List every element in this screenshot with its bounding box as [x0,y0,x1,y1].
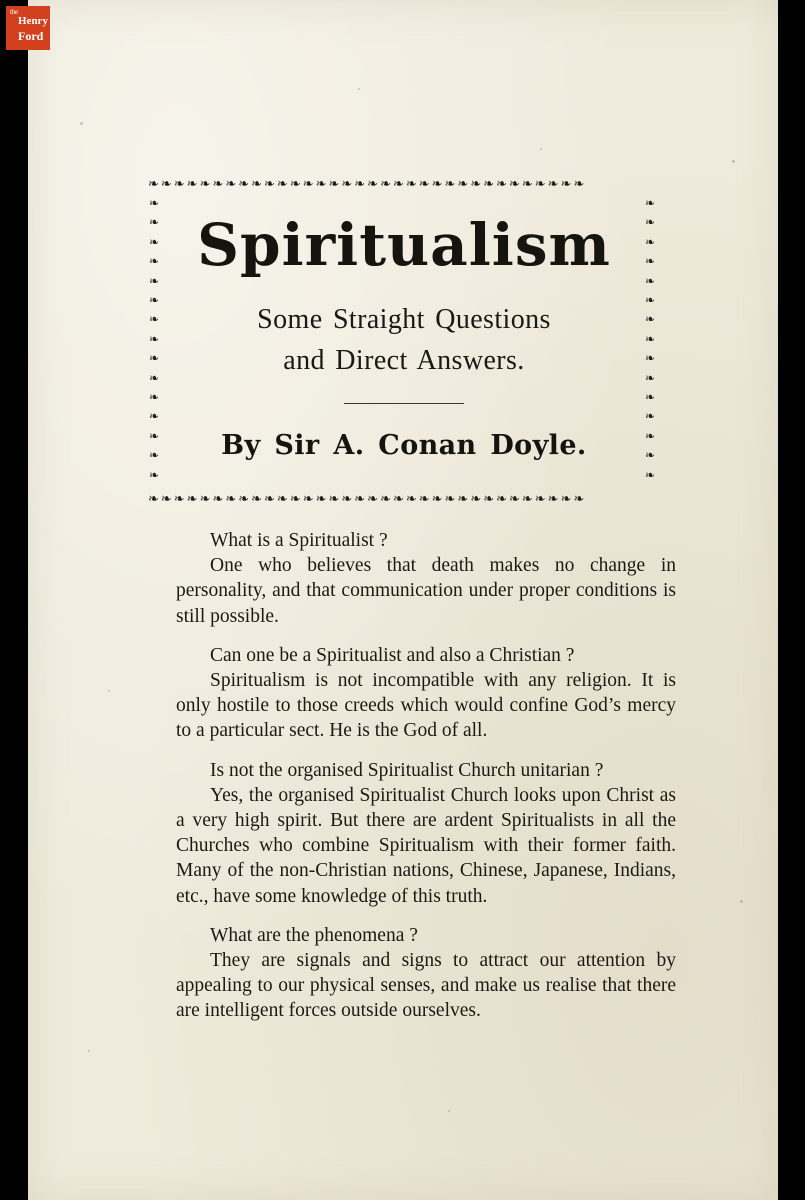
paper-speck [740,900,743,903]
divider-rule [344,403,464,404]
paper-speck [448,1110,450,1112]
paper-speck [540,148,542,150]
question: Is not the organised Spiritualist Church unitarian ? [210,759,604,781]
paper-speck [80,122,83,125]
question: Can one be a Spiritualist and also a Christian ? [210,644,575,666]
paper-speck [358,88,360,90]
title-inner [164,198,644,461]
subtitle-line-1: Some Straight Questions [257,304,551,335]
logo-line-1: the [10,8,18,16]
henry-ford-logo [6,6,50,50]
answer: They are signals and signs to attract our attention by appealing to our physical senses, and make us realise that there are intelligent forces outside ourselves. [176,950,676,1022]
paper-speck [88,1050,90,1052]
question: What are the phenomena ? [210,924,418,946]
ornament-border-top: ❧❧❧❧❧❧❧❧❧❧❧❧❧❧❧❧❧❧❧❧❧❧❧❧❧❧❧❧❧❧❧❧❧❧ [148,177,587,192]
body-text [176,528,676,1024]
logo-line-3: Ford [18,29,44,43]
paper-speck [732,160,735,163]
answer: Spiritualism is not incompatible with any religion. It is only hostile to those creeds which would confine God’s mercy to a particular sect. He is the God of all. [176,670,676,742]
title-block [148,178,660,508]
answer: One who believes that death makes no change in personality, and that communication under proper conditions is still possible. [176,555,676,627]
ornament-border-right: ❧ ❧ ❧ ❧ ❧ ❧ ❧ ❧ ❧ ❧ ❧ ❧ ❧ ❧ ❧ [645,196,656,482]
paper-speck [108,690,110,692]
page-title: Spiritualism [197,211,611,279]
answer: Yes, the organised Spiritualist Church looks upon Christ as a very high spirit. But there are ardent Spiritualists in all the Churches who combine Spiritualism with their former faith. Many of the non-Christian nations, Chinese, Japanese, Indians, etc., have some knowledge of this truth. [176,784,676,907]
byline: By Sir A. Conan Doyle. [221,430,587,462]
logo-line-2: Henry [18,15,48,27]
scanned-page [28,0,778,1200]
subtitle [164,300,644,381]
ornament-border-left: ❧ ❧ ❧ ❧ ❧ ❧ ❧ ❧ ❧ ❧ ❧ ❧ ❧ ❧ ❧ [149,196,160,482]
question: What is a Spiritualist ? [210,530,388,551]
ornament-border-bottom: ❧❧❧❧❧❧❧❧❧❧❧❧❧❧❧❧❧❧❧❧❧❧❧❧❧❧❧❧❧❧❧❧❧❧ [148,492,587,507]
subtitle-line-2: and Direct Answers. [283,344,525,376]
